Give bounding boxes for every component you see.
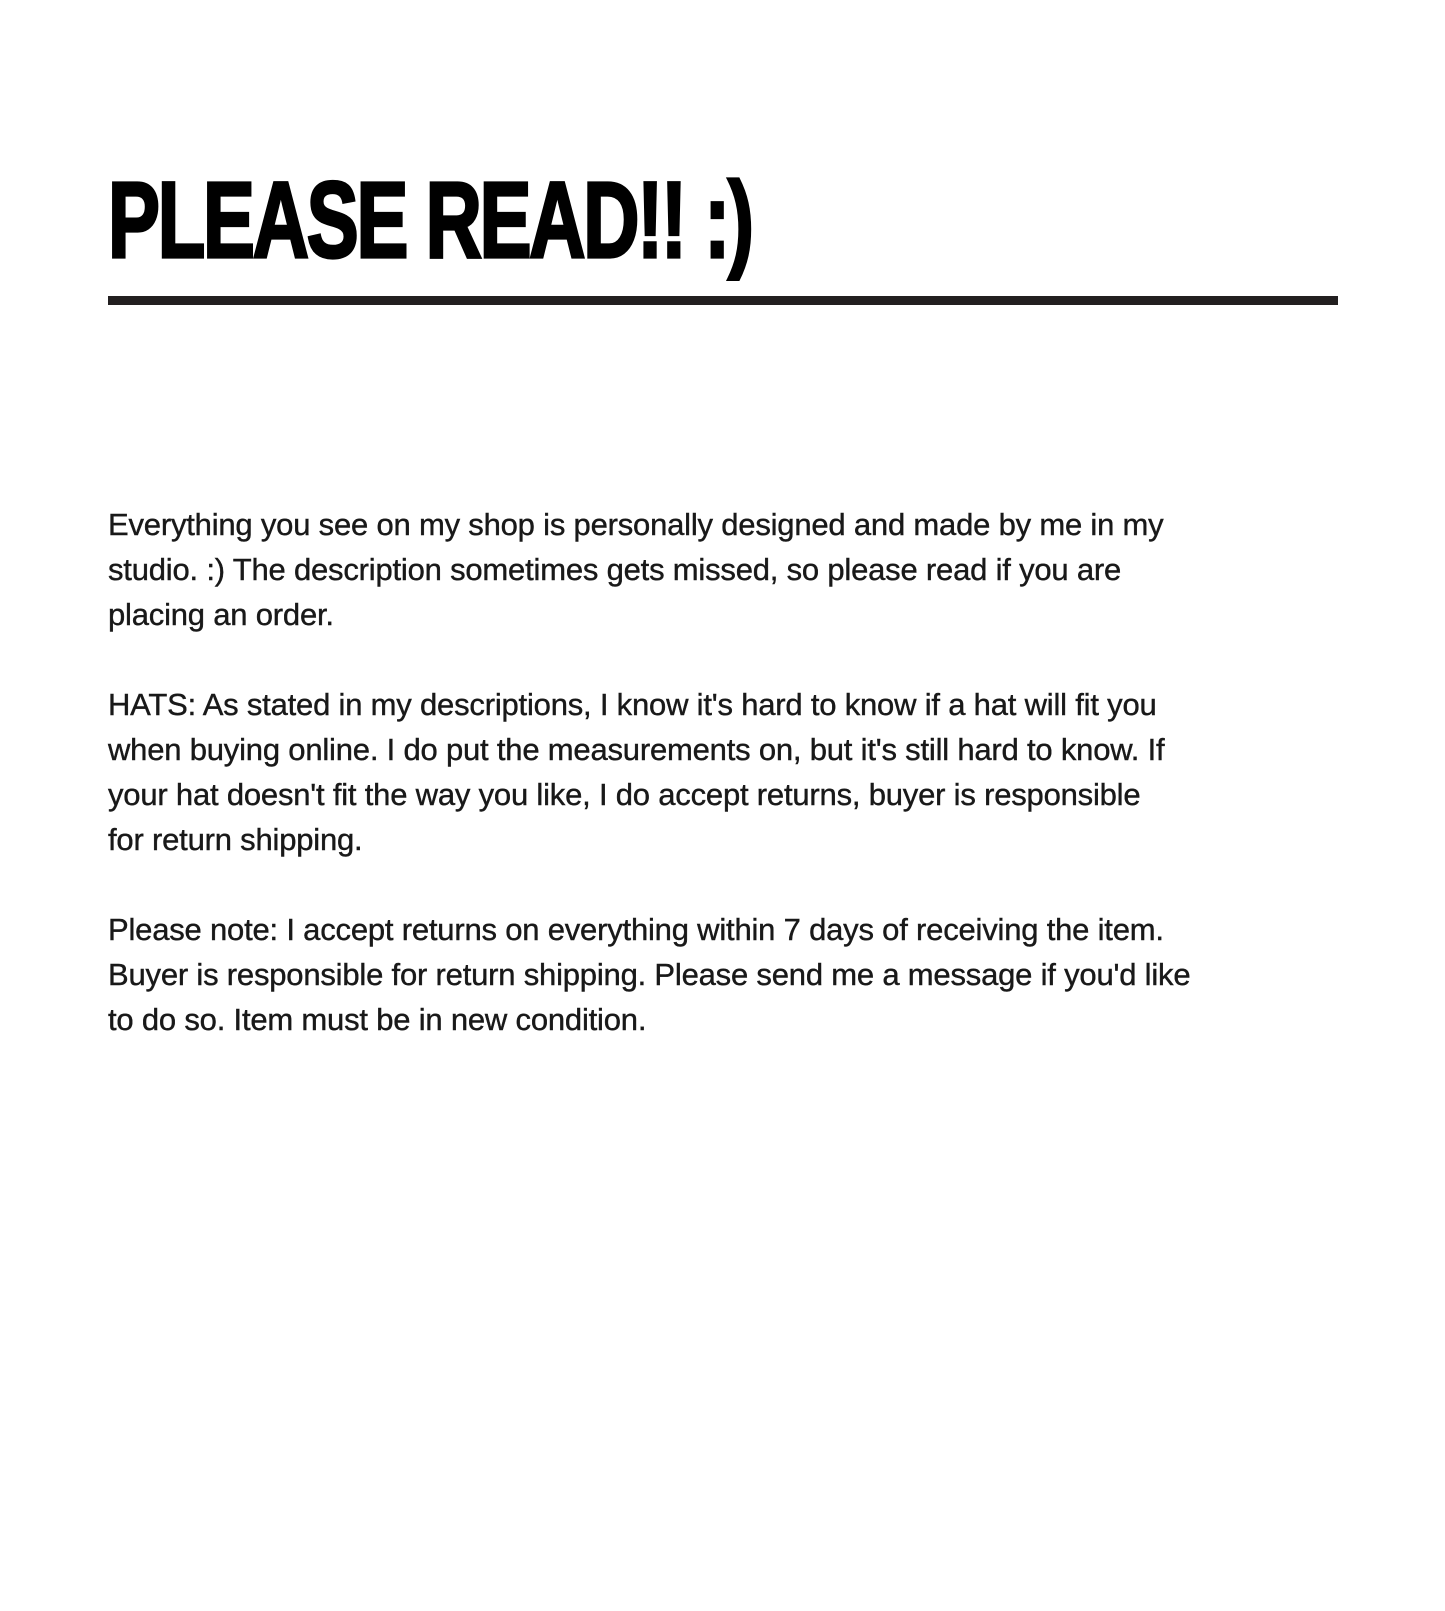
page-title: PLEASE READ!! :) [108, 159, 752, 280]
text-line: placing an order. [108, 597, 334, 632]
paragraph-shop-intro [108, 502, 1340, 637]
paragraph-returns-policy [108, 907, 1340, 1042]
text-line: Please note: I accept returns on everything within 7 days of receiving the item. [108, 912, 1164, 947]
text-line: for return shipping. [108, 822, 363, 857]
text-line: Everything you see on my shop is personally designed and made by me in my [108, 507, 1164, 542]
text-line: when buying online. I do put the measurements on, but it's still hard to know. If [108, 732, 1165, 767]
divider [108, 296, 1338, 305]
text-line: to do so. Item must be in new condition. [108, 1002, 647, 1037]
policy-page [0, 159, 1445, 1611]
text-line: your hat doesn't fit the way you like, I do accept returns, buyer is responsible [108, 777, 1141, 812]
text-line: Buyer is responsible for return shipping. Please send me a message if you'd like [108, 957, 1191, 992]
text-line: studio. :) The description sometimes gets missed, so please read if you are [108, 552, 1122, 587]
paragraph-hats-policy [108, 682, 1340, 862]
text-line: HATS: As stated in my descriptions, I know it's hard to know if a hat will fit you [108, 687, 1157, 722]
body-text [108, 502, 1340, 1042]
